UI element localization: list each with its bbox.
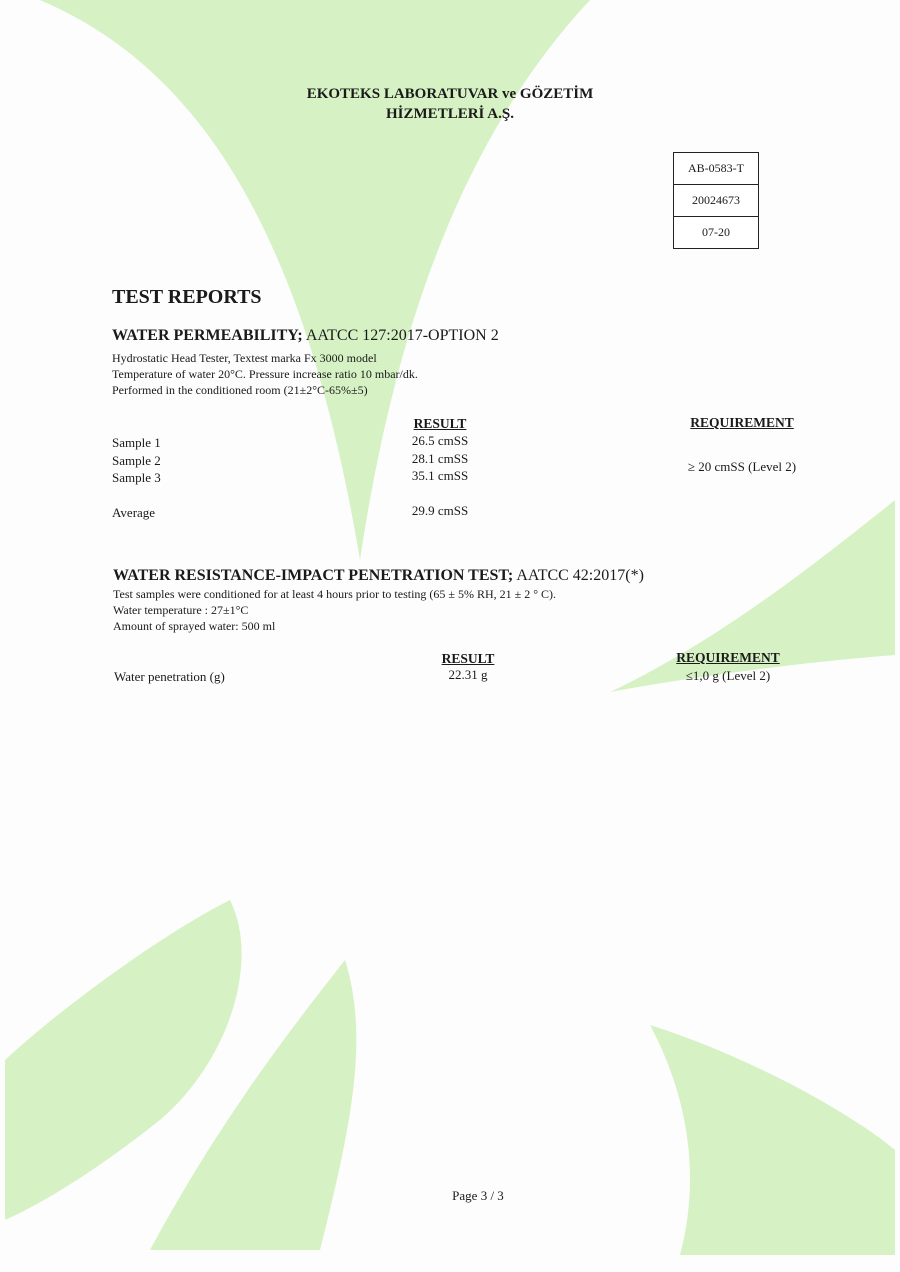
company-name-line2: HİZMETLERİ A.Ş. bbox=[386, 106, 514, 122]
section2-note: Amount of sprayed water: 500 ml bbox=[113, 619, 276, 633]
section2-heading bbox=[113, 567, 644, 585]
sample-value: 35.1 cmSS bbox=[411, 468, 469, 483]
section2-requirement-header: REQUIREMENT bbox=[676, 650, 780, 665]
water-penetration-label: Water penetration (g) bbox=[114, 669, 225, 684]
section2-heading-standard: AATCC 42:2017(*) bbox=[513, 567, 644, 584]
section1-result-header: RESULT bbox=[413, 416, 467, 431]
company-name-line1: EKOTEKS LABORATUVAR ve GÖZETİM bbox=[306, 86, 594, 102]
sample-label: Sample 3 bbox=[112, 470, 161, 485]
section1-requirement-value: ≥ 20 cmSS (Level 2) bbox=[687, 459, 797, 474]
reference-code: AB-0583-T bbox=[674, 153, 758, 185]
sample-value: 26.5 cmSS bbox=[411, 433, 469, 448]
reference-box bbox=[673, 152, 759, 249]
average-value: 29.9 cmSS bbox=[411, 503, 469, 518]
section1-note: Temperature of water 20°C. Pressure increase ratio 10 mbar/dk. bbox=[112, 367, 418, 381]
section1-heading bbox=[112, 327, 499, 345]
section1-requirement-header: REQUIREMENT bbox=[690, 415, 794, 430]
page-number: Page 3 / 3 bbox=[452, 1188, 504, 1203]
water-penetration-value: 22.31 g bbox=[448, 667, 488, 682]
section1-heading-standard: AATCC 127:2017-OPTION 2 bbox=[302, 327, 499, 344]
section1-heading-bold: WATER PERMEABILITY; bbox=[112, 327, 303, 344]
page-title: TEST REPORTS bbox=[112, 286, 262, 308]
average-label: Average bbox=[112, 505, 156, 520]
sample-label: Sample 2 bbox=[112, 453, 161, 468]
section2-requirement-value: ≤1,0 g (Level 2) bbox=[685, 668, 771, 683]
section2-note: Water temperature : 27±1°C bbox=[113, 603, 249, 617]
section2-heading-bold: WATER RESISTANCE-IMPACT PENETRATION TEST; bbox=[113, 567, 514, 584]
section1-note: Hydrostatic Head Tester, Textest marka Fx 3000 model bbox=[112, 351, 377, 365]
sample-label: Sample 1 bbox=[112, 435, 161, 450]
section2-note: Test samples were conditioned for at least 4 hours prior to testing (65 ± 5% RH, 21 ± 2 ° C). bbox=[113, 587, 557, 601]
sample-value: 28.1 cmSS bbox=[411, 451, 469, 466]
report-number: 20024673 bbox=[674, 185, 758, 217]
report-date: 07-20 bbox=[702, 225, 730, 239]
section2-result-header: RESULT bbox=[441, 651, 495, 666]
section1-note: Performed in the conditioned room (21±2°C-65%±5) bbox=[112, 383, 368, 397]
